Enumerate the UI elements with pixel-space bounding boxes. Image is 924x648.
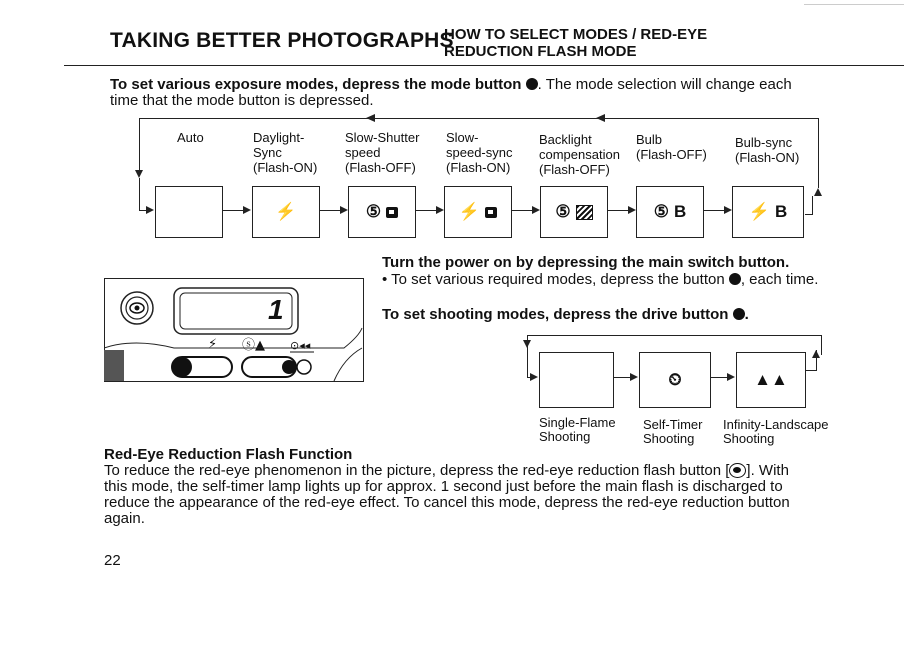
- flash-icon: ⚡: [458, 202, 481, 221]
- mountain-icon: ▲▲: [754, 370, 788, 389]
- mode-label-daylight-sync: Daylight- Sync (Flash-ON): [253, 130, 318, 175]
- flow-arrow: [340, 206, 348, 214]
- mode-box-auto: [155, 186, 223, 238]
- loop-top-line: [139, 118, 819, 119]
- slow-shutter-icon: ⑤: [555, 202, 571, 221]
- loop-left-arrow-2: [596, 114, 605, 122]
- self-timer-icon: ⏲: [668, 370, 682, 389]
- drive-box-self-timer: [639, 352, 711, 408]
- loop-left-lower: [139, 178, 140, 211]
- drive-loop-up-arrow: [812, 350, 820, 358]
- red-eye-icon: ⊙◂◂: [290, 339, 311, 352]
- mode-box-slow-shutter: [348, 186, 416, 238]
- slow-shutter-icon: ⑤: [653, 202, 669, 221]
- drive-button-number-icon: [733, 308, 745, 320]
- page-subtitle: [444, 26, 707, 60]
- loop-right-line: [818, 118, 819, 188]
- flow-arrow: [727, 373, 735, 381]
- backlight-icon: [576, 205, 593, 220]
- loop-left-arrow-1: [366, 114, 375, 122]
- intro-rest-2: time that the mode button is depressed.: [110, 92, 374, 109]
- flow-arrow: [243, 206, 251, 214]
- page-number: 22: [104, 552, 121, 569]
- drive-box-landscape: [736, 352, 806, 408]
- mode-label-bulb-sync: Bulb-sync (Flash-ON): [735, 135, 800, 165]
- flow-arrow: [628, 206, 636, 214]
- page-title: TAKING BETTER PHOTOGRAPHS: [110, 29, 454, 52]
- night-mode-icon: [386, 207, 398, 218]
- mode-box-bulb: [636, 186, 704, 238]
- subtitle-line-1: HOW TO SELECT MODES / RED-EYE: [444, 26, 708, 43]
- mode-box-slow-sync: [444, 186, 512, 238]
- slow-shutter-icon: ⑤: [365, 202, 382, 221]
- drive-loop-top: [527, 335, 822, 336]
- mode-label-bulb: Bulb (Flash-OFF): [636, 132, 707, 162]
- flash-icon: ⚡: [748, 202, 770, 221]
- red-eye-heading: Red-Eye Reduction Flash Function: [104, 446, 353, 463]
- mode-button-number-icon: [526, 78, 538, 90]
- flow-arrow: [630, 373, 638, 381]
- bulb-letter: B: [774, 202, 788, 221]
- entry-arrow: [146, 206, 154, 214]
- drive-loop-right: [821, 335, 822, 355]
- mode-button-number-icon: [729, 273, 741, 285]
- lcd-digit: 1: [268, 294, 284, 325]
- flow-arrow: [724, 206, 732, 214]
- subtitle-line-2: REDUCTION FLASH MODE: [444, 43, 637, 60]
- header-rule: [64, 65, 904, 66]
- intro-bold: To set various exposure modes, depress the mode button: [110, 76, 522, 93]
- mode-label-auto: Auto: [177, 130, 204, 145]
- loop-down-arrow: [135, 170, 143, 178]
- night-mode-icon: [485, 207, 497, 218]
- flow-arrow: [532, 206, 540, 214]
- intro-rest-1: . The mode selection will change each: [537, 76, 792, 93]
- mode-label-slow-sync: Slow- speed-sync (Flash-ON): [446, 130, 513, 175]
- drive-label-single: Single-Flame Shooting: [539, 415, 616, 444]
- loop-up-arrow: [814, 188, 822, 196]
- flow-arrow: [436, 206, 444, 214]
- loop-right-drop: [812, 196, 813, 214]
- drive-box-single: [539, 352, 614, 408]
- camera-drawing: [104, 278, 364, 382]
- loop-right-stub: [805, 214, 813, 215]
- power-bullet: • To set various required modes, depress the button , each time.: [382, 271, 819, 288]
- bulb-letter: B: [673, 202, 687, 221]
- drive-heading: To set shooting modes, depress the drive button .: [382, 306, 749, 323]
- mode-label-slow-shutter: Slow-Shutter speed (Flash-OFF): [345, 130, 420, 175]
- mode-box-backlight: [540, 186, 608, 238]
- self-timer-icon: ⓢ▲: [242, 338, 265, 353]
- flash-icon: ⚡: [208, 337, 218, 352]
- mode-label-backlight: Backlight compensation (Flash-OFF): [539, 132, 620, 177]
- flash-icon: ⚡: [275, 202, 297, 221]
- top-edge-rule: [804, 4, 904, 5]
- camera-top-illustration: [104, 278, 364, 382]
- red-eye-button-icon: [729, 463, 746, 478]
- mode-box-daylight-sync: [252, 186, 320, 238]
- drive-label-self-timer: Self-Timer Shooting: [643, 417, 703, 446]
- mode-box-bulb-sync: [732, 186, 804, 238]
- drive-loop-down-arrow: [523, 340, 531, 348]
- loop-left-line: [139, 118, 140, 174]
- intro-paragraph: [110, 77, 870, 109]
- drive-label-landscape: Infinity-Landscape Shooting: [723, 417, 829, 446]
- red-eye-paragraph: To reduce the red-eye phenomenon in the picture, depress the red-eye reduction flash button [ ]. With this mode, the self-timer lamp lights up for approx. 1 second just before the main flash is discharged to reduce the appearance of the red-eye effect. To cancel this mode, depress the red-eye reduction button again.: [104, 462, 790, 527]
- power-heading: Turn the power on by depressing the main switch button.: [382, 254, 790, 271]
